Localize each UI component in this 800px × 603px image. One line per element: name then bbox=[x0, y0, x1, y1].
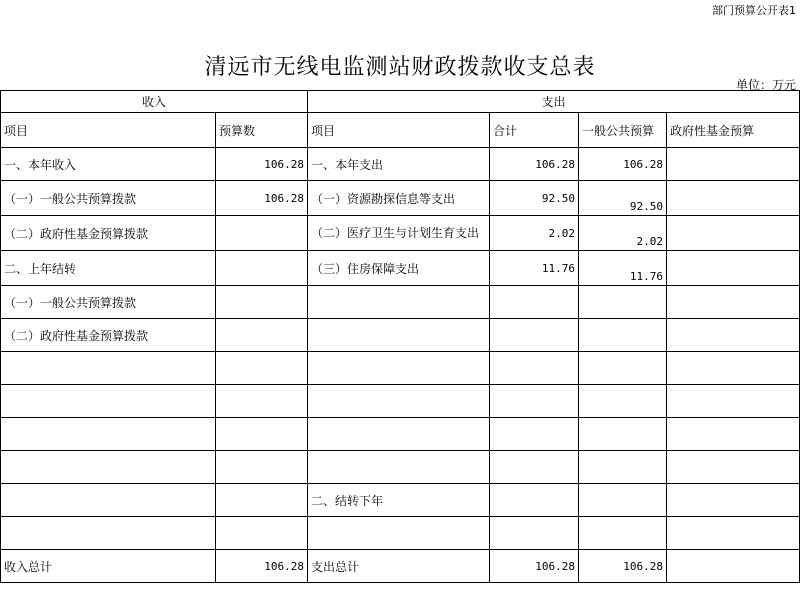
general-budget-cell bbox=[579, 517, 667, 550]
general-budget-cell bbox=[579, 451, 667, 484]
fund-budget-cell bbox=[667, 181, 800, 216]
expense-item-cell: 一、本年支出 bbox=[308, 148, 490, 181]
table-row bbox=[1, 418, 800, 451]
expense-item-cell: （二）医疗卫生与计划生育支出 bbox=[308, 216, 490, 251]
income-item-col-header: 项目 bbox=[1, 113, 216, 148]
total-cell: 92.50 bbox=[490, 181, 579, 216]
report-code-label: 部门预算公开表1 bbox=[712, 4, 796, 17]
general-budget-cell bbox=[579, 286, 667, 319]
table-row bbox=[1, 517, 800, 550]
total-cell bbox=[490, 418, 579, 451]
table-row bbox=[1, 451, 800, 484]
fund-budget-cell bbox=[667, 451, 800, 484]
income-item-cell bbox=[1, 517, 216, 550]
income-item-cell bbox=[1, 451, 216, 484]
general-budget-cell: 11.76 bbox=[579, 251, 667, 286]
income-amount-cell: 106.28 bbox=[216, 148, 308, 181]
general-budget-cell bbox=[579, 484, 667, 517]
section-header-row bbox=[1, 91, 800, 113]
income-item-cell: （一）一般公共预算拨款 bbox=[1, 286, 216, 319]
fund-budget-cell bbox=[667, 352, 800, 385]
income-item-cell: （一）一般公共预算拨款 bbox=[1, 181, 216, 216]
fund-budget-col-header: 政府性基金预算 bbox=[667, 113, 800, 148]
general-budget-cell: 2.02 bbox=[579, 216, 667, 251]
expense-item-col-header: 项目 bbox=[308, 113, 490, 148]
income-amount-cell bbox=[216, 319, 308, 352]
fund-budget-cell bbox=[667, 319, 800, 352]
total-cell bbox=[490, 319, 579, 352]
table-row bbox=[1, 352, 800, 385]
general-budget-col-header: 一般公共预算 bbox=[579, 113, 667, 148]
expense-item-cell bbox=[308, 517, 490, 550]
fund-budget-cell bbox=[667, 216, 800, 251]
income-amount-cell bbox=[216, 251, 308, 286]
total-col-header: 合计 bbox=[490, 113, 579, 148]
income-amount-cell bbox=[216, 517, 308, 550]
general-budget-cell: 106.28 bbox=[579, 148, 667, 181]
expense-item-cell bbox=[308, 286, 490, 319]
table-row bbox=[1, 385, 800, 418]
expense-section-header: 支出 bbox=[308, 91, 800, 113]
fund-budget-cell bbox=[667, 251, 800, 286]
income-item-cell bbox=[1, 352, 216, 385]
income-budget-col-header: 预算数 bbox=[216, 113, 308, 148]
total-cell bbox=[490, 286, 579, 319]
income-section-header: 收入 bbox=[1, 91, 308, 113]
expense-item-cell: （一）资源勘探信息等支出 bbox=[308, 181, 490, 216]
total-cell bbox=[490, 352, 579, 385]
expense-item-cell bbox=[308, 352, 490, 385]
income-item-cell: （二）政府性基金预算拨款 bbox=[1, 319, 216, 352]
general-budget-cell: 92.50 bbox=[579, 181, 667, 216]
general-budget-cell bbox=[579, 319, 667, 352]
expense-item-cell: 二、结转下年 bbox=[308, 484, 490, 517]
income-total-label: 收入总计 bbox=[1, 550, 216, 583]
income-item-cell bbox=[1, 385, 216, 418]
income-amount-cell bbox=[216, 286, 308, 319]
income-amount-cell bbox=[216, 451, 308, 484]
total-cell bbox=[490, 451, 579, 484]
income-amount-cell bbox=[216, 216, 308, 251]
total-cell: 11.76 bbox=[490, 251, 579, 286]
unit-label: 单位：万元 bbox=[735, 78, 796, 92]
expense-item-cell bbox=[308, 418, 490, 451]
expense-item-cell bbox=[308, 319, 490, 352]
budget-table bbox=[0, 90, 800, 583]
fund-budget-cell bbox=[667, 286, 800, 319]
column-header-row bbox=[1, 113, 800, 148]
page-title: 清远市无线电监测站财政拨款收支总表 bbox=[204, 55, 596, 80]
income-item-cell: 二、上年结转 bbox=[1, 251, 216, 286]
general-budget-cell bbox=[579, 418, 667, 451]
income-amount-cell bbox=[216, 418, 308, 451]
income-item-cell bbox=[1, 418, 216, 451]
table-row bbox=[1, 251, 800, 286]
income-amount-cell bbox=[216, 385, 308, 418]
table-row bbox=[1, 148, 800, 181]
totals-row bbox=[1, 550, 800, 583]
fund-budget-cell bbox=[667, 385, 800, 418]
total-cell: 106.28 bbox=[490, 148, 579, 181]
table-row bbox=[1, 181, 800, 216]
general-budget-cell bbox=[579, 385, 667, 418]
expense-item-cell bbox=[308, 451, 490, 484]
general-budget-total-cell: 106.28 bbox=[579, 550, 667, 583]
income-total-amount: 106.28 bbox=[216, 550, 308, 583]
fund-budget-cell bbox=[667, 148, 800, 181]
total-cell: 2.02 bbox=[490, 216, 579, 251]
fund-budget-cell bbox=[667, 418, 800, 451]
expense-total-label: 支出总计 bbox=[308, 550, 490, 583]
income-item-cell bbox=[1, 484, 216, 517]
fund-budget-cell bbox=[667, 517, 800, 550]
table-row bbox=[1, 319, 800, 352]
fund-budget-cell bbox=[667, 484, 800, 517]
table-row bbox=[1, 484, 800, 517]
expense-item-cell bbox=[308, 385, 490, 418]
expense-total-cell: 106.28 bbox=[490, 550, 579, 583]
fund-budget-total-cell bbox=[667, 550, 800, 583]
expense-item-cell: （三）住房保障支出 bbox=[308, 251, 490, 286]
table-row bbox=[1, 286, 800, 319]
general-budget-cell bbox=[579, 352, 667, 385]
income-item-cell: （二）政府性基金预算拨款 bbox=[1, 216, 216, 251]
total-cell bbox=[490, 517, 579, 550]
income-amount-cell bbox=[216, 352, 308, 385]
income-item-cell: 一、本年收入 bbox=[1, 148, 216, 181]
income-amount-cell bbox=[216, 484, 308, 517]
table-row bbox=[1, 216, 800, 251]
total-cell bbox=[490, 484, 579, 517]
income-amount-cell: 106.28 bbox=[216, 181, 308, 216]
total-cell bbox=[490, 385, 579, 418]
